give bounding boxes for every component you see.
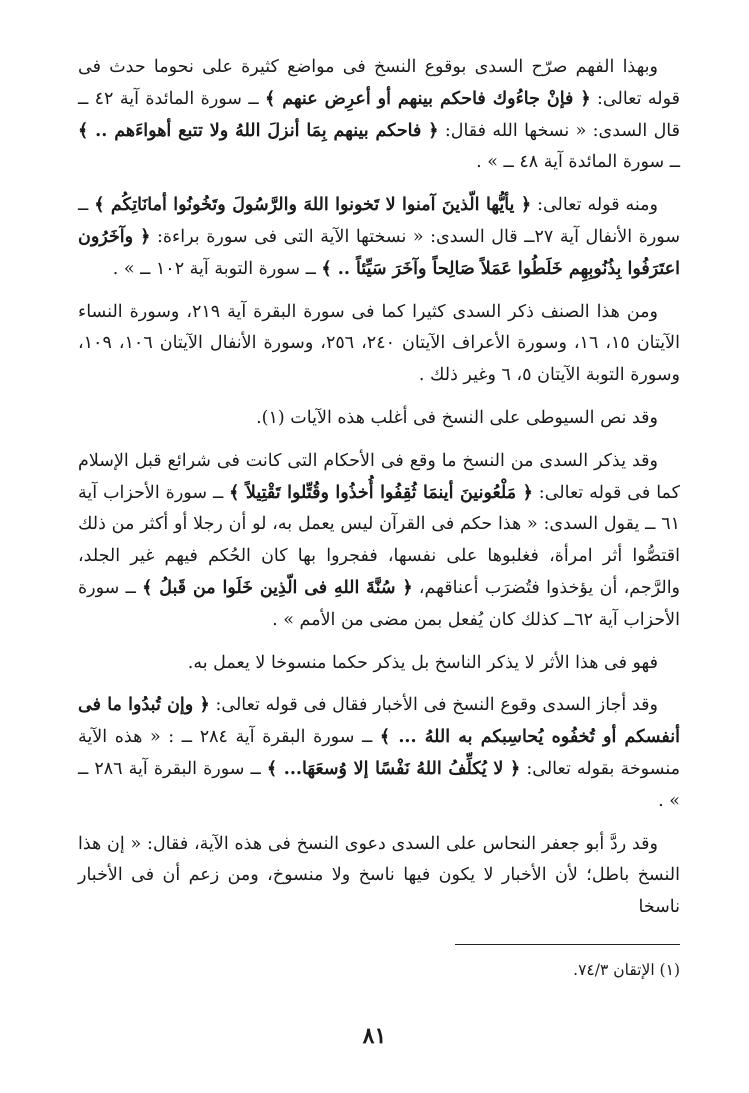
text-segment: ومن هذا الصنف ذكر السدى كثيرا كما فى سورة البقرة آية ٢١٩، وسورة النساء الآيتان ١٥، ١٦، وسورة الأعراف الآيتان ٢٤٠، ٢٥٦، وسورة الأنفال الآيتان ١٠٦، ١٠٩، وسورة التوبة الآيتان ٥، ٦ وغير ذلك .: [78, 301, 681, 386]
text-segment: ــ سورة المائدة آية ٤٨ ــ » .: [476, 152, 680, 173]
paragraph: [78, 648, 680, 680]
paragraph: [78, 52, 680, 179]
quran-verse: ﴿ وإن تُبدُوا ما فى أنفسكم أو تُخفُوه يُحاسِبكم به اللهُ ... ﴾: [78, 695, 680, 748]
text-segment: فهو فى هذا الأثر لا يذكر الناسخ بل يذكر حكما منسوخا لا يعمل به.: [187, 652, 658, 673]
page-number: ٨١: [362, 1023, 387, 1049]
paragraph: [78, 446, 680, 637]
quran-verse: ﴿ مَلْعُونينَ أينمَا ثُقِفُوا أُخذُوا وقُتِّلوا تَقْتِيلاً ﴾: [229, 482, 533, 503]
text-segment: ــ سورة البقرة آية ٢٨٤ ــ : « هذه الآية منسوخة بقوله تعالى:: [78, 727, 680, 779]
quran-verse: ﴿ لا يُكلِّفُ اللهُ نَفْسًا إلا وُسعَهَا... ﴾: [266, 758, 521, 779]
quran-verse: ﴿ يأيُّها الّذينَ آمنوا لا تَخونوا اللهَ والرَّسُولَ وتَخُونُوا أمانَاتِكُم ﴾: [94, 195, 532, 216]
text-segment: ــ سورة الأحزاب آية ٦٢ــ كذلك كان يُفعل بمن مضى من الأمم » .: [78, 577, 680, 630]
quran-verse: ﴿ وآخَرُون اعتَرَفُوا بِذُنُوبِهِم خَلَطُوا عَمَلاً صَالِحاً وآخَرَ سَيِّئاً .. ﴾: [78, 226, 680, 279]
quran-verse: ﴿ فاحكم بينهم بِمَا أنزلَ اللهُ ولا تتبع أهواءَهم .. ﴾: [78, 120, 439, 141]
text-segment: ــ سورة الأحزاب آية ٦١ ــ يقول السدى: « هذا حكم فى القرآن ليس يعمل به، لو أن رجلا أو أكثر من ذلك اقتصُّوا أثر امرأة، فغلبوها على نفسها، ففجروا بها كان الحُكم فيهم غير الجلد، والرَّجم، أن يؤخذوا فتُضرَب أعناقهم،: [78, 482, 681, 598]
footnote-divider: [455, 944, 680, 945]
paragraph: [78, 690, 680, 817]
text-segment: ــ سورة المائدة آية ٤٢ ــ قال السدى: « نسخها الله فقال:: [78, 88, 680, 141]
paragraph: [78, 190, 680, 285]
text-segment: ــ سورة التوبة آية ١٠٢ ــ » .: [112, 258, 322, 279]
page-body: [78, 52, 680, 935]
text-segment: وقد يذكر السدى من النسخ ما وقع فى الأحكام التى كانت فى شرائع قبل الإسلام كما فى قوله تعالى:: [78, 450, 680, 503]
text-segment: ومنه قوله تعالى:: [531, 195, 658, 216]
paragraph: [78, 829, 680, 924]
paragraph: [78, 403, 680, 435]
text-segment: وبهذا الفهم صرّح السدى بوقوع النسخ فى مواضع كثيرة على نحوما حدث فى قوله تعالى:: [78, 57, 680, 109]
text-segment: ــ سورة البقرة آية ٢٨٦ ــ » .: [78, 758, 680, 811]
text-segment: وقد نص السيوطى على النسخ فى أغلب هذه الآيات (١).: [256, 407, 658, 428]
quran-verse: ﴿ سُنَّةَ اللهِ فى الّذِين خَلَوا من قَبلُ ﴾: [142, 577, 413, 598]
text-segment: وقد ردَّ أبو جعفر النحاس على السدى دعوى النسخ فى هذه الآية، فقال: « إن هذا النسخ باطل؛ لأن الأخبار لا يكون فيها ناسخ ولا منسوخ، ومن زعم أن فى الأخبار ناسخا: [78, 833, 680, 918]
footnote: (١) الإتقان ٧٤/٣.: [573, 961, 680, 979]
text-segment: ــ سورة الأنفال آية ٢٧ــ قال السدى: « نسختها الآية التى فى سورة براءة:: [78, 195, 680, 247]
paragraph: [78, 297, 680, 392]
quran-verse: ﴿ فإنْ جاءُوك فاحكم بينهم أو أعرِض عنهم ﴾: [265, 88, 591, 109]
text-segment: وقد أجاز السدى وقوع النسخ فى الأخبار فقال فى قوله تعالى:: [209, 695, 658, 716]
